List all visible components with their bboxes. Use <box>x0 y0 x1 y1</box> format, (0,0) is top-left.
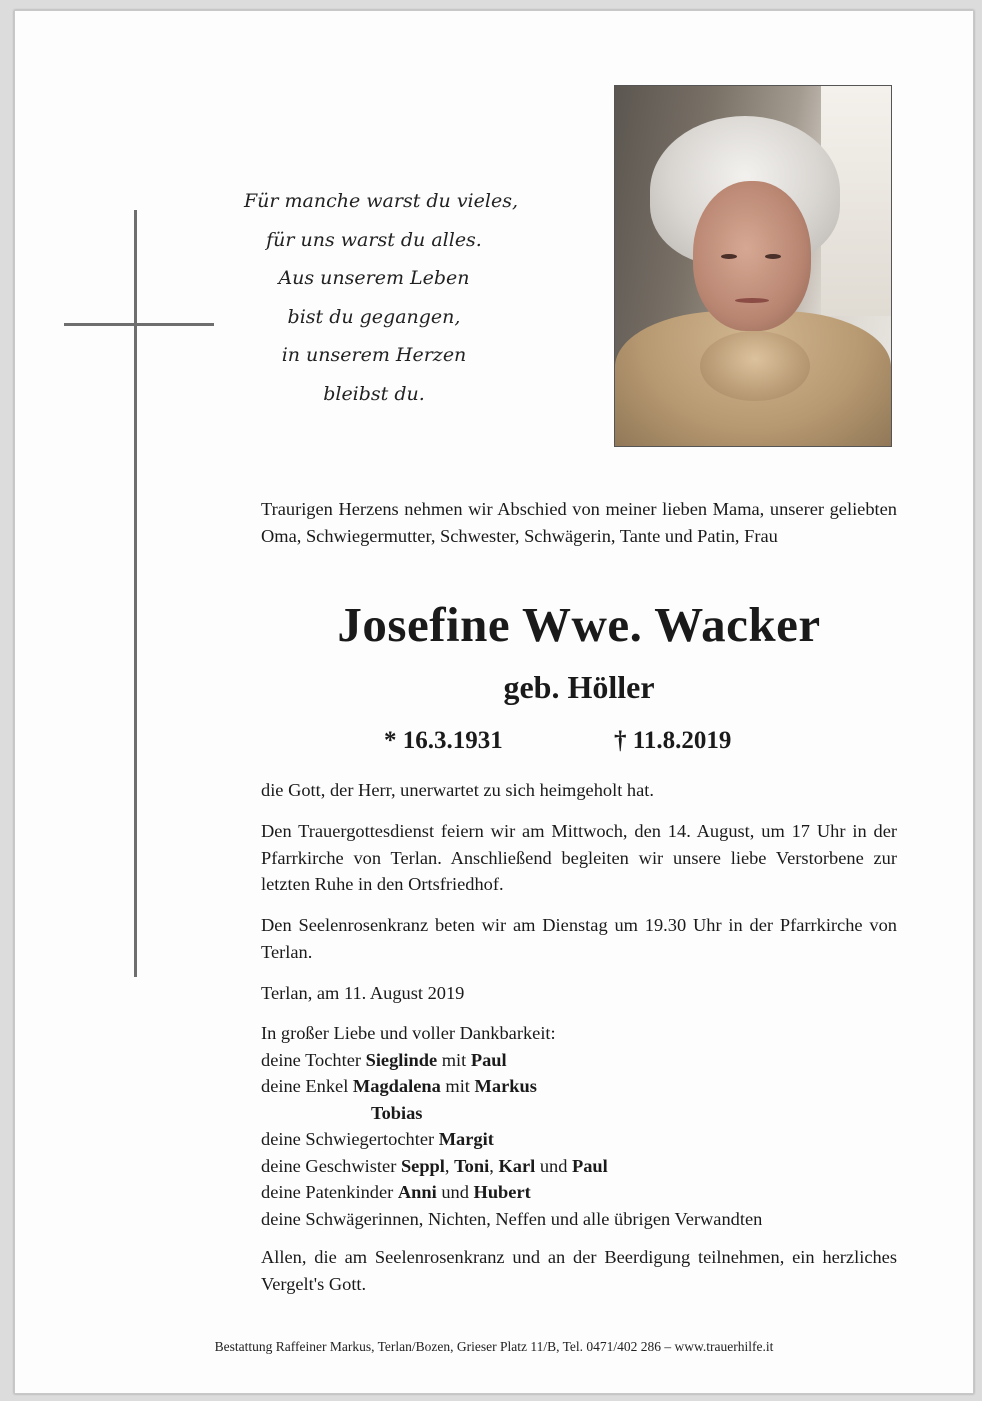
announcement-line: die Gott, der Herr, unerwartet zu sich heimgeholt hat. <box>261 780 654 800</box>
poem-line: Für manche warst du vieles, <box>244 190 518 212</box>
list-item: Tobias <box>371 1102 423 1123</box>
portrait-photo <box>614 85 892 447</box>
poem-line: in unserem Herzen <box>281 344 467 366</box>
birth-date: * 16.3.1931 <box>384 727 503 754</box>
poem-line: bleibst du. <box>323 382 425 405</box>
poem <box>244 182 518 413</box>
list-item: deine Schwiegertochter Margit <box>261 1129 494 1149</box>
list-item: deine Geschwister Seppl, Toni, Karl und Paul <box>261 1155 608 1176</box>
rosary-paragraph: Den Seelenrosenkranz beten wir am Dienstag um 19.30 Uhr in der Pfarrkirche von Terlan. <box>261 915 897 962</box>
cross-icon-horizontal <box>64 323 214 326</box>
list-item: deine Tochter Sieglinde mit Paul <box>261 1049 507 1070</box>
obituary-sheet <box>14 10 974 1394</box>
funeral-home-footer: Bestattung Raffeiner Markus, Terlan/Bozen, Grieser Platz 11/B, Tel. 0471/402 286 – www.trauerhilfe.it <box>214 1339 774 1354</box>
funeral-service-paragraph: Den Trauergottesdienst feiern wir am Mittwoch, den 14. August, um 17 Uhr in der Pfarrkirche von Terlan. Anschließend begleiten wir unsere liebe Verstorbene zur letzten Ruhe in den Ortsfriedhof. <box>261 821 897 894</box>
list-item: deine Patenkinder Anni und Hubert <box>261 1182 531 1202</box>
life-dates <box>384 724 731 758</box>
intro-paragraph: Traurigen Herzens nehmen wir Abschied von meiner lieben Mama, unserer geliebten Oma, Schwiegermutter, Schwester, Schwägerin, Tante und Patin, Frau <box>261 499 897 546</box>
list-item: deine Enkel Magdalena mit Markus <box>261 1076 537 1096</box>
death-date: † 11.8.2019 <box>614 727 732 754</box>
place-date: Terlan, am 11. August 2019 <box>261 983 465 1003</box>
maiden-name: geb. Höller <box>503 669 655 705</box>
poem-line: bist du gegangen, <box>287 305 461 328</box>
list-item: deine Schwägerinnen, Nichten, Neffen und alle übrigen Verwandten <box>261 1208 763 1229</box>
poem-line: für uns warst du alles. <box>266 228 482 251</box>
mourners-heading: In großer Liebe und voller Dankbarkeit: <box>261 1023 556 1043</box>
deceased-name: Josefine Wwe. Wacker <box>337 597 821 652</box>
poem-line: Aus unserem Leben <box>278 267 470 289</box>
thanks-paragraph: Allen, die am Seelenrosenkranz und an der Beerdigung teilnehmen, ein herzliches Vergelt's Gott. <box>261 1247 897 1294</box>
mourners-list <box>261 1020 762 1232</box>
